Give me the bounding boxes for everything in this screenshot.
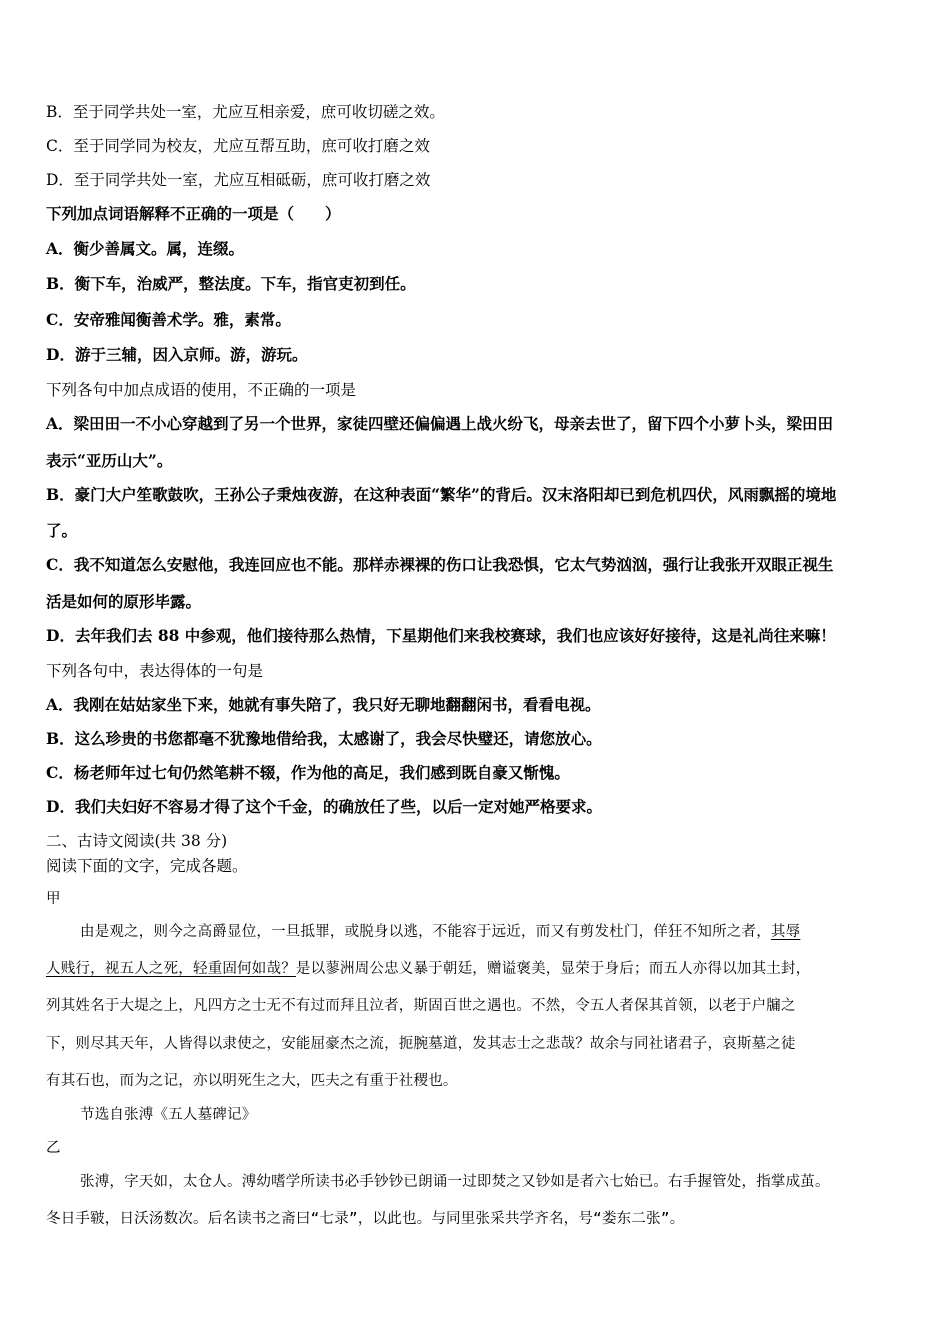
idioms-option-b-line1: B．豪门大户笙歌鼓吹，王孙公子秉烛夜游，在这种表面“繁华”的背后。汉末洛阳却已到危机四伏，风雨飘摇的境地 [46, 485, 837, 504]
dots-option-d: D．游于三辅，因入京师。游，游玩。 [46, 345, 308, 364]
section-heading: 二、古诗文阅读(共 38 分) [46, 832, 228, 850]
passage-jia-line-3: 列其姓名于大堤之上，凡四方之士无不有过而拜且泣者，斯固百世之遇也。不然，令五人者保其首领，以老于户牖之 [46, 998, 796, 1014]
prev-option-c: C．至于同学同为校友，尤应互帮互助，庶可收打磨之效 [46, 137, 430, 155]
passage-jia-line-1-text: 由是观之，则今之高爵显位，一旦抵罪，或脱身以逃，不能容于远近，而又有剪发杜门，佯狂不知所之者， [80, 924, 771, 940]
passage-jia-label: 甲 [46, 891, 61, 907]
dots-option-b: B．衡下车，治威严，整法度。下车，指官吏初到任。 [46, 274, 416, 293]
passage-jia-line-1 [80, 922, 905, 942]
passage-yi-line-1: 张溥，字天如，太仓人。溥幼嗜学所读书必手钞钞已朗诵一过即焚之又钞如是者六七始已。右手握管处，指掌成茧。 [80, 1174, 830, 1190]
appropriate-option-d: D．我们夫妇好不容易才得了这个千金，的确放任了些，以后一定对她严格要求。 [46, 797, 602, 816]
underlined-sentence-part1: 其辱 [770, 924, 801, 940]
idioms-option-a-line1: A．梁田田一不小心穿越到了另一个世界，家徒四壁还偏偏遇上战火纷飞，母亲去世了，留下四个小萝卜头，梁田田 [46, 414, 834, 433]
question-stem-idioms: 下列各句中加点成语的使用，不正确的一项是 [46, 381, 357, 399]
idioms-option-c-line1: C．我不知道怎么安慰他，我连回应也不能。那样赤裸裸的伤口让我恐惧，它太气势汹汹，强行让我张开双眼正视生 [46, 555, 834, 574]
underlined-sentence-part2: 人贱行，视五人之死，轻重固何如哉？ [46, 961, 296, 977]
appropriate-option-b: B．这么珍贵的书您都毫不犹豫地借给我，太感谢了，我会尽快璧还，请您放心。 [46, 729, 602, 748]
prev-option-b: B．至于同学共处一室，尤应互相亲爱，庶可收切磋之效。 [46, 103, 445, 121]
prev-option-d: D．至于同学共处一室，尤应互相砥砺，庶可收打磨之效 [46, 171, 431, 189]
appropriate-option-c: C．杨老师年过七旬仍然笔耕不辍，作为他的高足，我们感到既自豪又惭愧。 [46, 763, 570, 782]
passage-yi-label: 乙 [46, 1140, 61, 1156]
reading-instruction: 阅读下面的文字，完成各题。 [46, 857, 248, 875]
appropriate-option-a: A．我刚在姑姑家坐下来，她就有事失陪了，我只好无聊地翻翻闲书，看看电视。 [46, 695, 601, 714]
passage-jia-line-2-text: 是以蓼洲周公忠义暴于朝廷，赠谥褒美，显荣于身后；而五人亦得以加其土封， [295, 961, 811, 977]
passage-jia-source: 节选自张溥《五人墓碑记》 [80, 1107, 257, 1123]
idioms-option-a-line2: 表示“亚历山大”。 [46, 451, 173, 470]
dots-option-a: A．衡少善属文。属，连缀。 [46, 239, 245, 258]
question-stem-appropriate: 下列各句中，表达得体的一句是 [46, 662, 264, 680]
passage-jia-line-4: 下，则尽其天年，人皆得以隶使之，安能屈豪杰之流，扼腕墓道，发其志士之悲哉？故余与同社诸君子，哀斯墓之徒 [46, 1036, 796, 1052]
idioms-option-d: D．去年我们去 88 中参观，他们接待那么热情，下星期他们来我校赛球，我们也应该好好接待，这是礼尚往来嘛！ [46, 626, 836, 645]
idioms-option-c-line2: 活是如何的原形毕露。 [46, 592, 202, 611]
dots-option-c: C．安帝雅闻衡善术学。雅，素常。 [46, 310, 291, 329]
passage-yi-line-2: 冬日手皲，日沃汤数次。后名读书之斋曰“七录”，以此也。与同里张采共学齐名，号“娄东二张”。 [46, 1211, 685, 1227]
question-stem-dots: 下列加点词语解释不正确的一项是（ ） [46, 204, 341, 223]
passage-jia-line-2 [46, 959, 904, 979]
passage-jia-line-5: 有其石也，而为之记，亦以明死生之大，匹夫之有重于社稷也。 [46, 1073, 458, 1089]
idioms-option-b-line2: 了。 [46, 521, 78, 540]
